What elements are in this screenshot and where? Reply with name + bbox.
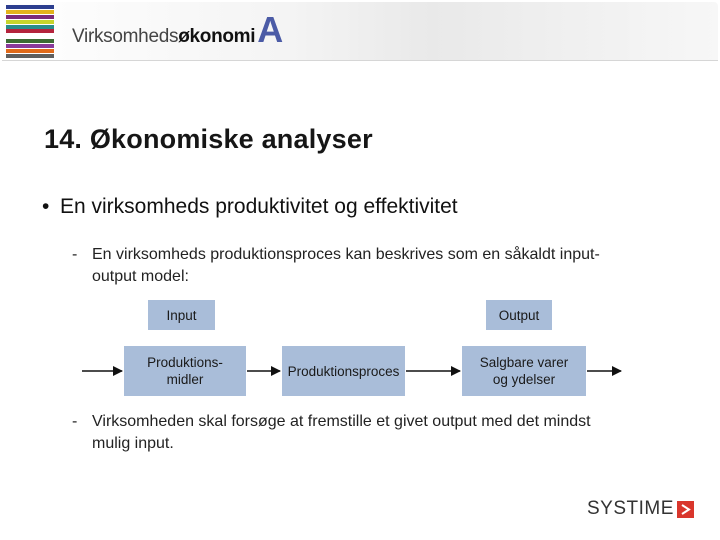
- stripe: [6, 34, 54, 38]
- brand-prefix: Virksomheds: [72, 26, 179, 47]
- slide-title: 14. Økonomiske analyser: [44, 124, 373, 154]
- color-stripes-logo: [6, 5, 54, 58]
- stripe: [6, 25, 54, 29]
- produktionsproces-box: Produktionsproces: [282, 346, 405, 396]
- dash-marker: -: [72, 413, 78, 430]
- stripe: [6, 10, 54, 14]
- brand-suffix: økonomi: [178, 26, 256, 47]
- stripe: [6, 29, 54, 33]
- sub-item-1-text: En virksomheds produktionsproces kan beskrives som en såkaldt input-output model:: [92, 246, 600, 285]
- systime-logo: [587, 498, 694, 520]
- stripe: [6, 5, 54, 9]
- brand-letter: A: [257, 9, 284, 50]
- salgbare-varer-label: Salgbare varer og ydelser: [479, 355, 569, 387]
- stripe: [6, 49, 54, 53]
- brand-logo: [72, 9, 284, 50]
- input-box: Input: [148, 300, 215, 330]
- main-bullet-text: En virksomheds produktivitet og effektivitet: [60, 195, 458, 218]
- main-bullet: [42, 195, 458, 219]
- sub-item-2: [72, 411, 632, 455]
- logo-text: SYSTIME: [587, 498, 674, 519]
- chevron-right-icon: [677, 501, 694, 518]
- stripe: [6, 39, 54, 43]
- stripe: [6, 54, 54, 58]
- bullet-dot: •: [42, 195, 50, 218]
- produktionsmidler-label: Produktions- midler: [147, 355, 223, 387]
- sub-item-2-text: Virksomheden skal forsøge at fremstille et givet output med det mindst mulig input.: [92, 413, 591, 452]
- output-box: Output: [486, 300, 552, 330]
- dash-marker: -: [72, 246, 78, 263]
- stripe: [6, 15, 54, 19]
- stripe: [6, 44, 54, 48]
- produktionsmidler-box: [124, 346, 246, 396]
- salgbare-varer-box: [462, 346, 586, 396]
- sub-item-1: [72, 244, 632, 288]
- header-banner: [2, 2, 718, 61]
- stripe: [6, 20, 54, 24]
